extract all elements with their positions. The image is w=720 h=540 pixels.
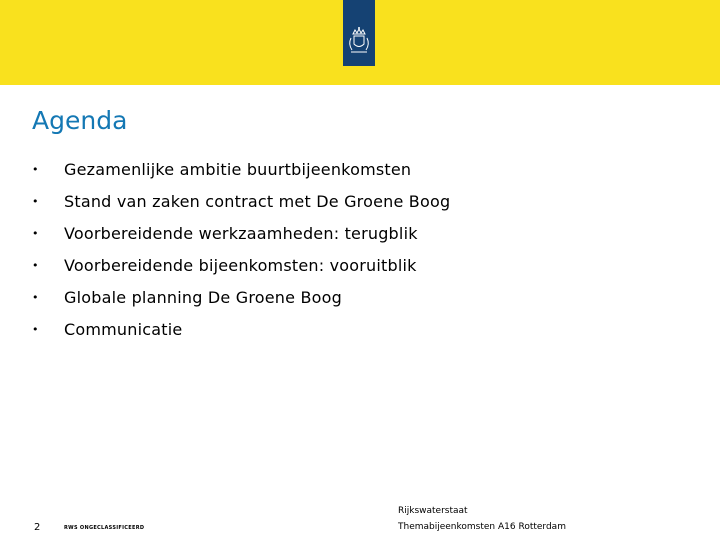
slide-title: Agenda — [32, 106, 128, 135]
bullet-icon: • — [32, 195, 39, 208]
presentation-title: Themabijeenkomsten A16 Rotterdam — [398, 522, 566, 532]
logo — [343, 0, 375, 66]
bullet-icon: • — [32, 323, 39, 336]
header-band — [0, 0, 720, 85]
footer — [0, 498, 720, 540]
agenda-item-label: Gezamenlijke ambitie buurtbijeenkomsten — [64, 160, 412, 179]
bullet-icon: • — [32, 163, 39, 176]
agenda-item-label: Voorbereidende bijeenkomsten: vooruitblik — [64, 256, 417, 275]
agenda-item-label: Stand van zaken contract met De Groene Boog — [64, 192, 451, 211]
organization-name: Rijkswaterstaat — [398, 506, 468, 516]
classification-label: RWS ONGECLASSIFICEERD — [64, 525, 145, 531]
agenda-item-label: Voorbereidende werkzaamheden: terugblik — [64, 224, 418, 243]
bullet-icon: • — [32, 291, 39, 304]
agenda-item-label: Globale planning De Groene Boog — [64, 288, 342, 307]
crown-coat-of-arms-icon — [343, 0, 375, 66]
bullet-icon: • — [32, 259, 39, 272]
agenda-item-label: Communicatie — [64, 320, 183, 339]
page-number: 2 — [34, 522, 41, 533]
bullet-icon: • — [32, 227, 39, 240]
